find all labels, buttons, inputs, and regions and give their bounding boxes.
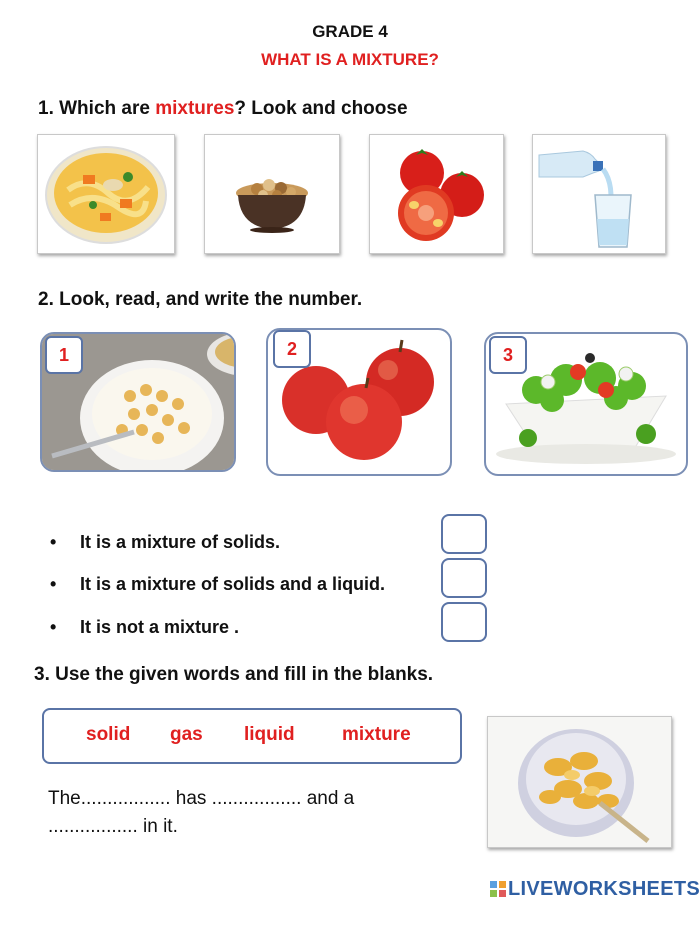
bullet-marker: • — [50, 532, 57, 552]
statement-3-text: It is not a mixture . — [80, 617, 240, 637]
bullet-marker: • — [50, 617, 57, 637]
statement-1 — [50, 532, 280, 553]
answer-box-3[interactable] — [441, 602, 487, 642]
statement-2-text: It is a mixture of solids and a liquid. — [80, 574, 386, 594]
water-pouring-image[interactable] — [532, 134, 666, 254]
statement-3 — [50, 617, 239, 638]
picture-1-number: 1 — [45, 336, 83, 374]
question-3-heading: 3. Use the given words and fill in the blanks. — [34, 664, 434, 685]
answer-box-2[interactable] — [441, 558, 487, 598]
statement-2 — [50, 574, 385, 595]
question-1-suffix: ? Look and choose — [234, 98, 408, 119]
fill-sentence-line-2[interactable]: ................. in it. — [48, 816, 178, 837]
liveworksheets-brand — [490, 878, 700, 901]
question-1-heading — [38, 98, 408, 120]
picture-2-number: 2 — [273, 330, 311, 368]
picture-3-number: 3 — [489, 336, 527, 374]
answer-box-1[interactable] — [441, 514, 487, 554]
cornflakes-image — [487, 716, 672, 848]
question-2-heading: 2. Look, read, and write the number. — [38, 289, 363, 310]
grade-label: GRADE 4 — [312, 22, 388, 41]
word-bank — [42, 708, 462, 764]
brand-logo-icon — [490, 881, 506, 897]
brand-text: LIVEWORKSHEETS — [508, 878, 700, 900]
fill-sentence-line-1[interactable]: The................. has ................. and a — [48, 788, 355, 809]
tomatoes-image[interactable] — [369, 134, 504, 254]
worksheet-title: WHAT IS A MIXTURE? — [261, 50, 439, 69]
word-gas: gas — [170, 724, 203, 745]
bullet-marker: • — [50, 574, 57, 594]
question-1-prefix: 1. Which are — [38, 98, 156, 119]
word-solid: solid — [86, 724, 131, 745]
word-liquid: liquid — [244, 724, 295, 745]
question-1-highlight: mixtures — [155, 98, 235, 119]
statement-1-text: It is a mixture of solids. — [80, 532, 281, 552]
bowl-of-nuts-image[interactable] — [204, 134, 340, 254]
noodle-soup-image[interactable] — [37, 134, 175, 254]
word-mixture: mixture — [342, 724, 411, 745]
